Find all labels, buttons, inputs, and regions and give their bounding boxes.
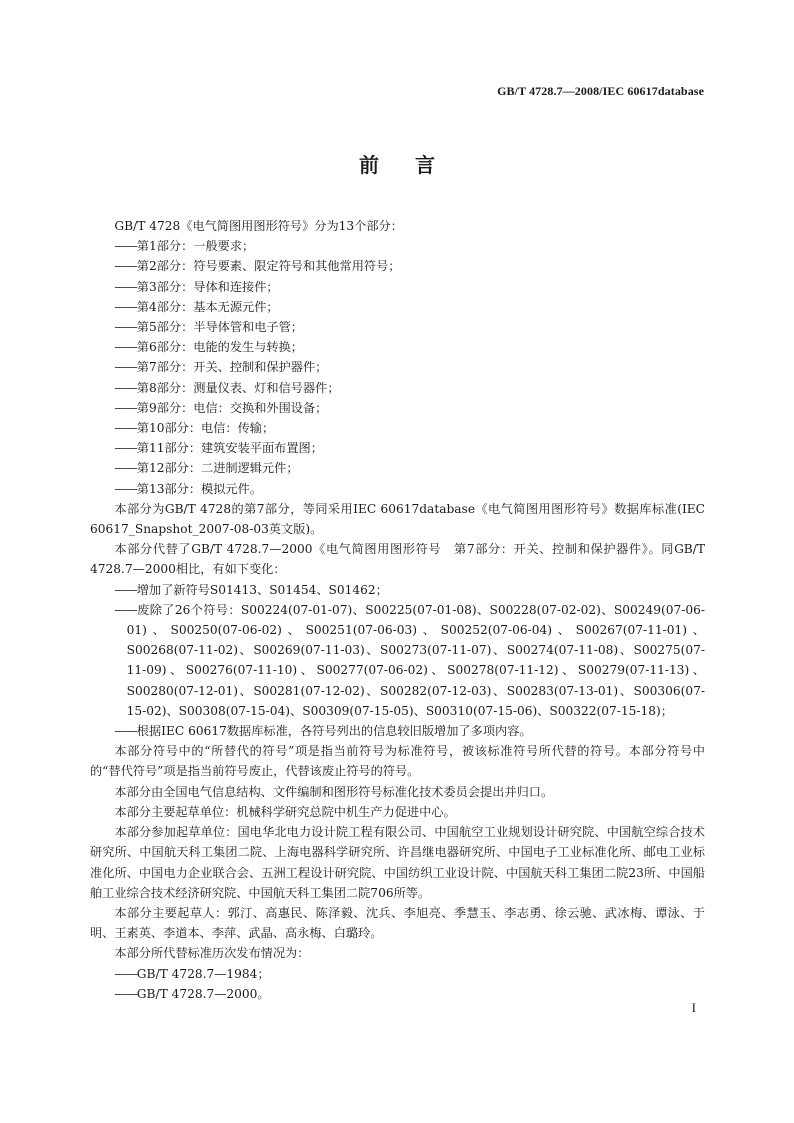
list-item: ——第8部分：测量仪表、灯和信号器件； xyxy=(114,380,340,395)
list-item: ——第7部分：开关、控制和保护器件； xyxy=(114,360,328,375)
list-item: ——第11部分：建筑安装平面布置图； xyxy=(114,441,323,456)
equivalence-paragraph: 本部分为GB/T 4728的第7部分，等同采用IEC 60617database《电气简图用图形符号》数据库标准(IEC 60617_Snapshot_2007-08-03英文版)。 xyxy=(90,501,705,537)
list-item: ——第1部分：一般要求； xyxy=(114,239,255,254)
drafters-paragraph: 本部分主要起草人：郭汀、高惠民、陈泽毅、沈兵、李旭亮、季慧玉、李志勇、徐云驰、武冰梅、谭泳、于明、王素英、李道本、李萍、武晶、高永梅、白璐玲。 xyxy=(90,905,705,941)
list-item: ——第12部分：二进制逻辑元件； xyxy=(114,461,299,476)
intro-paragraph: GB/T 4728《电气简图用图形符号》分为13个部分： xyxy=(114,219,403,233)
page-title: 前言 xyxy=(359,153,471,177)
history-intro-paragraph: 本部分所代替标准历次发布情况为： xyxy=(114,946,310,961)
participating-units-paragraph: 本部分参加起草单位：国电华北电力设计院工程有限公司、中国航空工业规划设计研究院、中国航空综合技术研究所、中国航天科工集团二院、上海电器科学研究所、许昌继电器研究所、中国电子工业标准化所、邮电工业标准化所、中国电力企业联合会、五洲工程设计研究院、中国纺织工业设计院、中国航天科工集团二院23所、中国船舶工业综合技术经济研究院、中国航天科工集团二院706所等。 xyxy=(90,825,705,900)
list-item: ——第13部分：模拟元件。 xyxy=(114,481,262,496)
foreword-body xyxy=(90,216,705,1004)
list-item: ——根据IEC 60617数据库标准，各符号列出的信息较旧版增加了多项内容。 xyxy=(114,724,532,739)
standard-code-header: GB/T 4728.7—2008/IEC 60617database xyxy=(497,84,704,98)
history-list xyxy=(90,964,705,1004)
list-item: ——第10部分：电信：传输； xyxy=(114,421,275,436)
list-item: ——GB/T 4728.7—1984； xyxy=(114,966,270,981)
parts-list xyxy=(90,236,705,499)
list-item: ——第6部分：电能的发生与转换； xyxy=(114,340,303,355)
list-item: ——第9部分：电信：交换和外围设备； xyxy=(114,400,328,415)
list-item: ——增加了新符号S01413、S01454、S01462； xyxy=(114,582,388,597)
changes-list xyxy=(90,580,705,742)
list-item: ——第4部分：基本无源元件； xyxy=(114,299,279,314)
symbol-note-paragraph: 本部分符号中的“所替代的符号”项是指当前符号为标准符号，被该标准符号所代替的符号。本部分符号中的“替代符号”项是指当前符号废止，代替该废止符号的符号。 xyxy=(90,744,705,779)
main-drafter-units-paragraph: 本部分主要起草单位：机械科学研究总院中机生产力促进中心。 xyxy=(114,804,456,819)
proposed-by-paragraph: 本部分由全国电气信息结构、文件编制和图形符号标准化技术委员会提出并归口。 xyxy=(114,784,554,799)
list-item: ——废除了26个符号：S00224(07-01-07)、S00225(07-01-08)、S00228(07-02-02)、S00249(07-06-01)、S00250(07-06-02)、S00251(07-06-03)、S00252(07-06-04)、S00267(07-11-01)、S00268(07-11-02)、S00269(07-11-03)、S00273(07-11-07)、S00274(07-11-08)、S00275(07-11-09)、S00276(07-11-10)、S00277(07-06-02)、S00278(07-11-12)、S00279(07-11-13)、S00280(07-12-01)、S00281(07-12-02)、S00282(07-12-03)、S00283(07-13-01)、S00306(07-15-02)、S00308(07-15-04)、S00309(07-15-05)、S00310(07-15-06)、S00322(07-15-18)； xyxy=(114,602,705,718)
page-number: I xyxy=(691,1000,696,1015)
list-item: ——第5部分：半导体管和电子管； xyxy=(114,320,303,335)
list-item: ——GB/T 4728.7—2000。 xyxy=(114,986,270,1001)
list-item: ——第3部分：导体和连接件； xyxy=(114,279,279,294)
replaces-paragraph: 本部分代替了GB/T 4728.7—2000《电气简图用图形符号 第7部分：开关、控制和保护器件》。同GB/T 4728.7—2000相比，有如下变化： xyxy=(90,542,705,577)
list-item: ——第2部分：符号要素、限定符号和其他常用符号； xyxy=(114,259,401,274)
